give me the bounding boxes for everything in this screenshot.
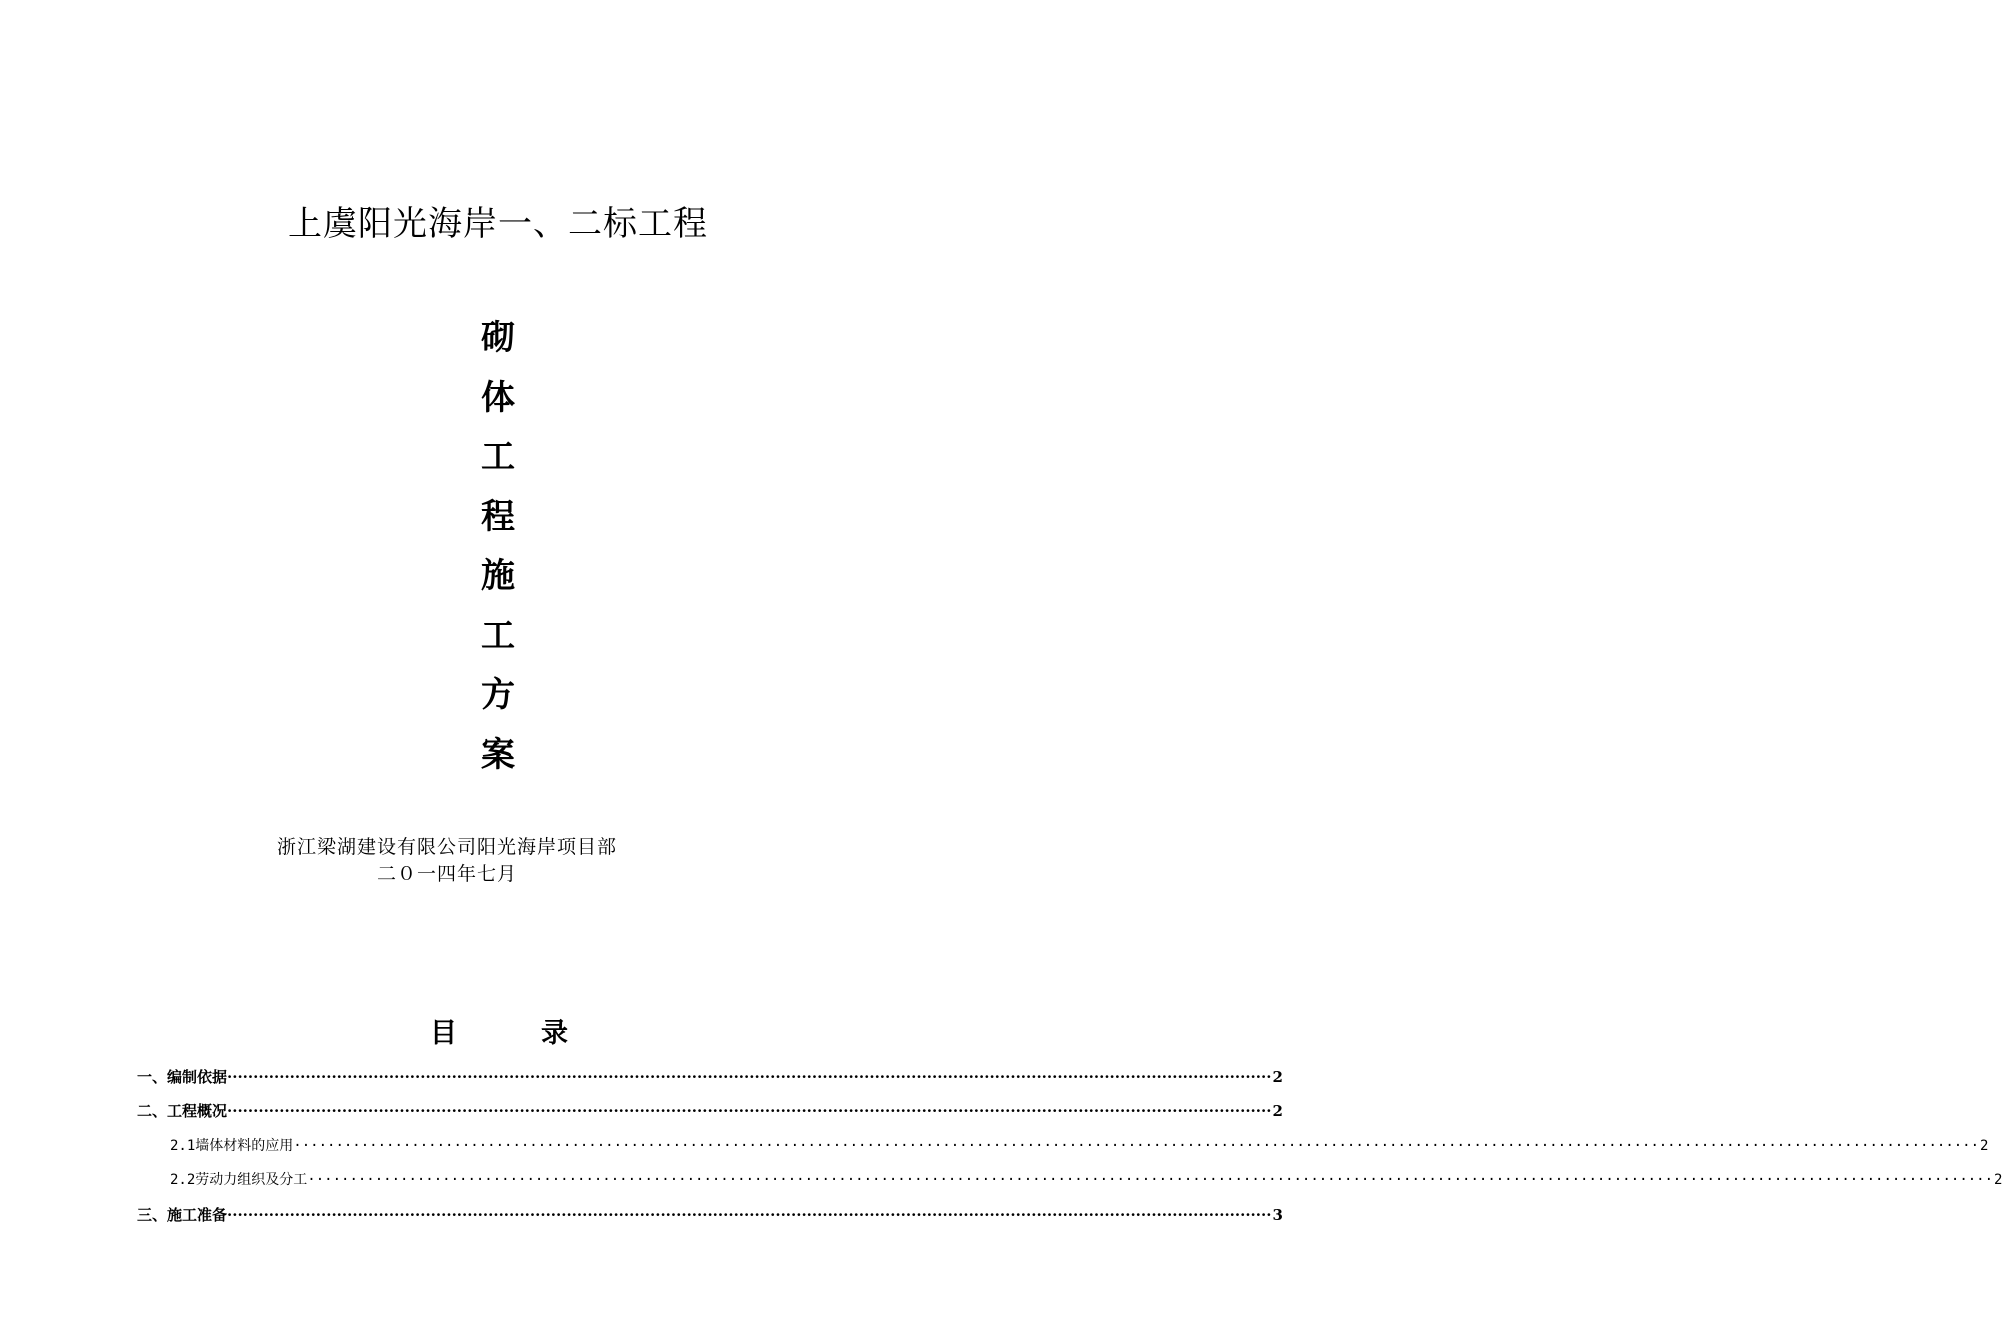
toc-leader-dots: ········································································································································································································ <box>227 1068 1272 1086</box>
document-title-char: 案 <box>481 734 515 775</box>
toc-entry[interactable] <box>170 1135 1989 1155</box>
organization-block <box>0 834 894 888</box>
toc-title-char: 录 <box>541 1018 570 1049</box>
document-title-char: 施 <box>481 556 515 596</box>
document-title-char: 工 <box>481 615 515 656</box>
document-title-char: 工 <box>481 437 515 477</box>
document-title-char: 砌 <box>481 318 515 358</box>
toc-entry-label: 二、工程概况 <box>137 1102 228 1120</box>
document-date: 二０一四年七月 <box>376 863 517 885</box>
toc-leader-dots: ········································································································································································································ <box>293 1138 1980 1154</box>
document-title-char: 方 <box>481 675 515 715</box>
toc-entry-page: 2 <box>1994 1172 2002 1188</box>
toc-leader-dots: ········································································································································································································ <box>227 1206 1272 1224</box>
document-title-char: 程 <box>481 496 515 537</box>
toc-entry[interactable] <box>137 1100 1283 1121</box>
toc-leader-dots: ········································································································································································································ <box>307 1172 1994 1188</box>
toc-entry-page: 2 <box>1272 1068 1283 1086</box>
toc-entry-page: 2 <box>1272 1102 1283 1120</box>
toc-entry[interactable] <box>137 1066 1283 1087</box>
toc-entry-label: 三、施工准备 <box>137 1206 228 1224</box>
organization-name: 浙江梁湖建设有限公司阳光海岸项目部 <box>276 836 617 858</box>
toc-leader-dots: ········································································································································································································ <box>227 1102 1272 1120</box>
toc-entry[interactable] <box>170 1169 2002 1189</box>
toc-entry-label: 2.1墙体材料的应用 <box>170 1138 294 1154</box>
toc-title <box>0 1011 1000 1050</box>
toc-title-char: 目 <box>430 1018 459 1049</box>
toc-entry-label: 2.2劳动力组织及分工 <box>170 1172 308 1188</box>
project-title: 上虞阳光海岸一、二标工程 <box>288 204 708 244</box>
toc-entry[interactable] <box>137 1204 1283 1225</box>
toc-entry-page: 3 <box>1272 1206 1283 1224</box>
document-title-char: 体 <box>481 377 515 418</box>
document-title-vertical <box>470 318 526 794</box>
toc-entry-label: 一、编制依据 <box>137 1068 228 1086</box>
toc-entry-page: 2 <box>1980 1138 1989 1154</box>
